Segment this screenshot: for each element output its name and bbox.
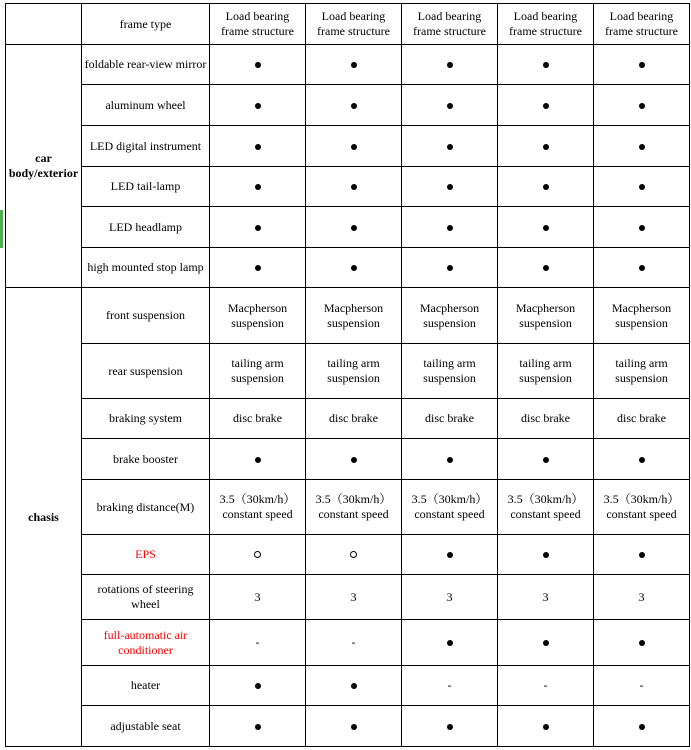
standard-dot-icon	[255, 724, 261, 730]
value-cell	[594, 620, 690, 666]
row-label-rear-suspension: rear suspension	[82, 344, 210, 399]
value-cell: Macpherson suspension	[402, 288, 498, 344]
standard-dot-icon	[351, 62, 357, 68]
standard-dot-icon	[255, 457, 261, 463]
value-cell	[210, 45, 306, 85]
value-cell	[498, 248, 594, 288]
standard-dot-icon	[639, 103, 645, 109]
value-cell	[594, 439, 690, 480]
table-row	[6, 126, 690, 167]
row-label-adjustable-seat: adjustable seat	[82, 706, 210, 747]
standard-dot-icon	[543, 457, 549, 463]
group-label-car-body-exterior: car body/exterior	[6, 45, 82, 288]
value-cell: 3	[210, 575, 306, 620]
optional-circle-icon	[254, 551, 261, 558]
value-cell: 3	[594, 575, 690, 620]
standard-dot-icon	[351, 184, 357, 190]
value-cell: -	[498, 666, 594, 706]
standard-dot-icon	[639, 225, 645, 231]
standard-dot-icon	[543, 184, 549, 190]
value-cell: tailing arm suspension	[306, 344, 402, 399]
optional-circle-icon	[350, 551, 357, 558]
standard-dot-icon	[447, 144, 453, 150]
header-column-2: Load bearing frame structure	[306, 4, 402, 45]
value-cell	[306, 439, 402, 480]
value-cell: 3.5（30km/h）constant speed	[594, 480, 690, 535]
standard-dot-icon	[447, 265, 453, 271]
row-label-braking-distance-m: braking distance(M)	[82, 480, 210, 535]
value-cell: tailing arm suspension	[210, 344, 306, 399]
standard-dot-icon	[351, 225, 357, 231]
value-cell	[594, 45, 690, 85]
value-cell: tailing arm suspension	[594, 344, 690, 399]
value-cell	[306, 85, 402, 126]
value-cell: Macpherson suspension	[306, 288, 402, 344]
value-cell	[210, 535, 306, 575]
value-cell: Macpherson suspension	[210, 288, 306, 344]
value-cell	[210, 207, 306, 248]
value-cell	[498, 126, 594, 167]
value-cell	[402, 167, 498, 207]
value-cell	[498, 207, 594, 248]
standard-dot-icon	[351, 457, 357, 463]
value-cell: disc brake	[498, 399, 594, 439]
row-label-led-tail-lamp: LED tail-lamp	[82, 167, 210, 207]
value-cell: 3.5（30km/h）constant speed	[402, 480, 498, 535]
standard-dot-icon	[543, 724, 549, 730]
value-cell: -	[306, 620, 402, 666]
table-row	[6, 207, 690, 248]
table-row	[6, 344, 690, 399]
table-row	[6, 399, 690, 439]
value-cell	[402, 439, 498, 480]
value-cell: disc brake	[306, 399, 402, 439]
standard-dot-icon	[639, 552, 645, 558]
standard-dot-icon	[543, 265, 549, 271]
value-cell	[498, 535, 594, 575]
value-cell	[402, 45, 498, 85]
table-row	[6, 439, 690, 480]
value-cell: 3.5（30km/h）constant speed	[306, 480, 402, 535]
header-column-3: Load bearing frame structure	[402, 4, 498, 45]
value-cell: -	[210, 620, 306, 666]
standard-dot-icon	[351, 265, 357, 271]
value-cell: 3.5（30km/h）constant speed	[210, 480, 306, 535]
value-cell	[498, 706, 594, 747]
standard-dot-icon	[255, 225, 261, 231]
value-cell	[402, 620, 498, 666]
row-label-led-headlamp: LED headlamp	[82, 207, 210, 248]
value-cell	[306, 666, 402, 706]
table-row	[6, 288, 690, 344]
table-row	[6, 535, 690, 575]
row-label-high-mounted-stop-lamp: high mounted stop lamp	[82, 248, 210, 288]
value-cell	[402, 248, 498, 288]
standard-dot-icon	[255, 184, 261, 190]
left-edge-marker	[0, 210, 3, 248]
spec-table	[5, 3, 690, 747]
standard-dot-icon	[351, 103, 357, 109]
value-cell	[594, 706, 690, 747]
value-cell	[594, 167, 690, 207]
standard-dot-icon	[447, 184, 453, 190]
standard-dot-icon	[447, 103, 453, 109]
spec-table-body	[6, 4, 690, 747]
row-label-eps: EPS	[82, 535, 210, 575]
value-cell	[210, 85, 306, 126]
standard-dot-icon	[543, 640, 549, 646]
header-blank-cell	[6, 4, 82, 45]
standard-dot-icon	[639, 265, 645, 271]
standard-dot-icon	[639, 184, 645, 190]
standard-dot-icon	[639, 62, 645, 68]
table-row	[6, 620, 690, 666]
value-cell: -	[594, 666, 690, 706]
value-cell	[210, 706, 306, 747]
table-row	[6, 85, 690, 126]
header-label: frame type	[82, 4, 210, 45]
value-cell	[594, 248, 690, 288]
standard-dot-icon	[351, 144, 357, 150]
standard-dot-icon	[255, 62, 261, 68]
value-cell: disc brake	[594, 399, 690, 439]
value-cell: -	[402, 666, 498, 706]
row-label-rotations-of-steering-wheel: rotations of steering wheel	[82, 575, 210, 620]
row-label-heater: heater	[82, 666, 210, 706]
table-row	[6, 45, 690, 85]
value-cell	[210, 167, 306, 207]
value-cell	[306, 706, 402, 747]
value-cell	[594, 126, 690, 167]
table-row	[6, 480, 690, 535]
standard-dot-icon	[447, 724, 453, 730]
value-cell	[498, 85, 594, 126]
standard-dot-icon	[543, 552, 549, 558]
row-label-brake-booster: brake booster	[82, 439, 210, 480]
value-cell	[306, 167, 402, 207]
value-cell: disc brake	[210, 399, 306, 439]
value-cell	[306, 248, 402, 288]
standard-dot-icon	[447, 552, 453, 558]
standard-dot-icon	[447, 457, 453, 463]
standard-dot-icon	[543, 62, 549, 68]
group-label-chasis: chasis	[6, 288, 82, 747]
row-label-braking-system: braking system	[82, 399, 210, 439]
value-cell: tailing arm suspension	[498, 344, 594, 399]
value-cell: 3	[306, 575, 402, 620]
header-column-5: Load bearing frame structure	[594, 4, 690, 45]
standard-dot-icon	[255, 103, 261, 109]
value-cell: 3.5（30km/h）constant speed	[498, 480, 594, 535]
table-row	[6, 666, 690, 706]
table-row	[6, 248, 690, 288]
value-cell: Macpherson suspension	[498, 288, 594, 344]
table-row	[6, 167, 690, 207]
value-cell	[402, 85, 498, 126]
header-row	[6, 4, 690, 45]
value-cell	[306, 126, 402, 167]
row-label-front-suspension: front suspension	[82, 288, 210, 344]
standard-dot-icon	[447, 225, 453, 231]
value-cell	[498, 439, 594, 480]
value-cell	[402, 535, 498, 575]
value-cell	[306, 45, 402, 85]
row-label-full-automatic-air-conditioner: full-automatic air conditioner	[82, 620, 210, 666]
standard-dot-icon	[255, 265, 261, 271]
value-cell	[306, 207, 402, 248]
value-cell	[402, 207, 498, 248]
value-cell: tailing arm suspension	[402, 344, 498, 399]
standard-dot-icon	[543, 225, 549, 231]
table-row	[6, 575, 690, 620]
value-cell	[210, 666, 306, 706]
standard-dot-icon	[639, 724, 645, 730]
value-cell: 3	[402, 575, 498, 620]
standard-dot-icon	[447, 640, 453, 646]
value-cell	[210, 248, 306, 288]
standard-dot-icon	[255, 144, 261, 150]
value-cell: 3	[498, 575, 594, 620]
value-cell	[594, 85, 690, 126]
header-column-4: Load bearing frame structure	[498, 4, 594, 45]
value-cell	[306, 535, 402, 575]
table-row	[6, 706, 690, 747]
standard-dot-icon	[639, 144, 645, 150]
value-cell	[402, 126, 498, 167]
row-label-led-digital-instrument: LED digital instrument	[82, 126, 210, 167]
value-cell	[594, 535, 690, 575]
value-cell: disc brake	[402, 399, 498, 439]
standard-dot-icon	[543, 103, 549, 109]
standard-dot-icon	[639, 640, 645, 646]
value-cell	[594, 207, 690, 248]
value-cell: Macpherson suspension	[594, 288, 690, 344]
header-column-1: Load bearing frame structure	[210, 4, 306, 45]
value-cell	[498, 167, 594, 207]
standard-dot-icon	[351, 724, 357, 730]
value-cell	[210, 126, 306, 167]
value-cell	[498, 45, 594, 85]
value-cell	[210, 439, 306, 480]
value-cell	[498, 620, 594, 666]
standard-dot-icon	[543, 144, 549, 150]
row-label-aluminum-wheel: aluminum wheel	[82, 85, 210, 126]
standard-dot-icon	[447, 62, 453, 68]
standard-dot-icon	[639, 457, 645, 463]
value-cell	[402, 706, 498, 747]
row-label-foldable-rear-view-mirror: foldable rear-view mirror	[82, 45, 210, 85]
standard-dot-icon	[255, 683, 261, 689]
standard-dot-icon	[351, 683, 357, 689]
